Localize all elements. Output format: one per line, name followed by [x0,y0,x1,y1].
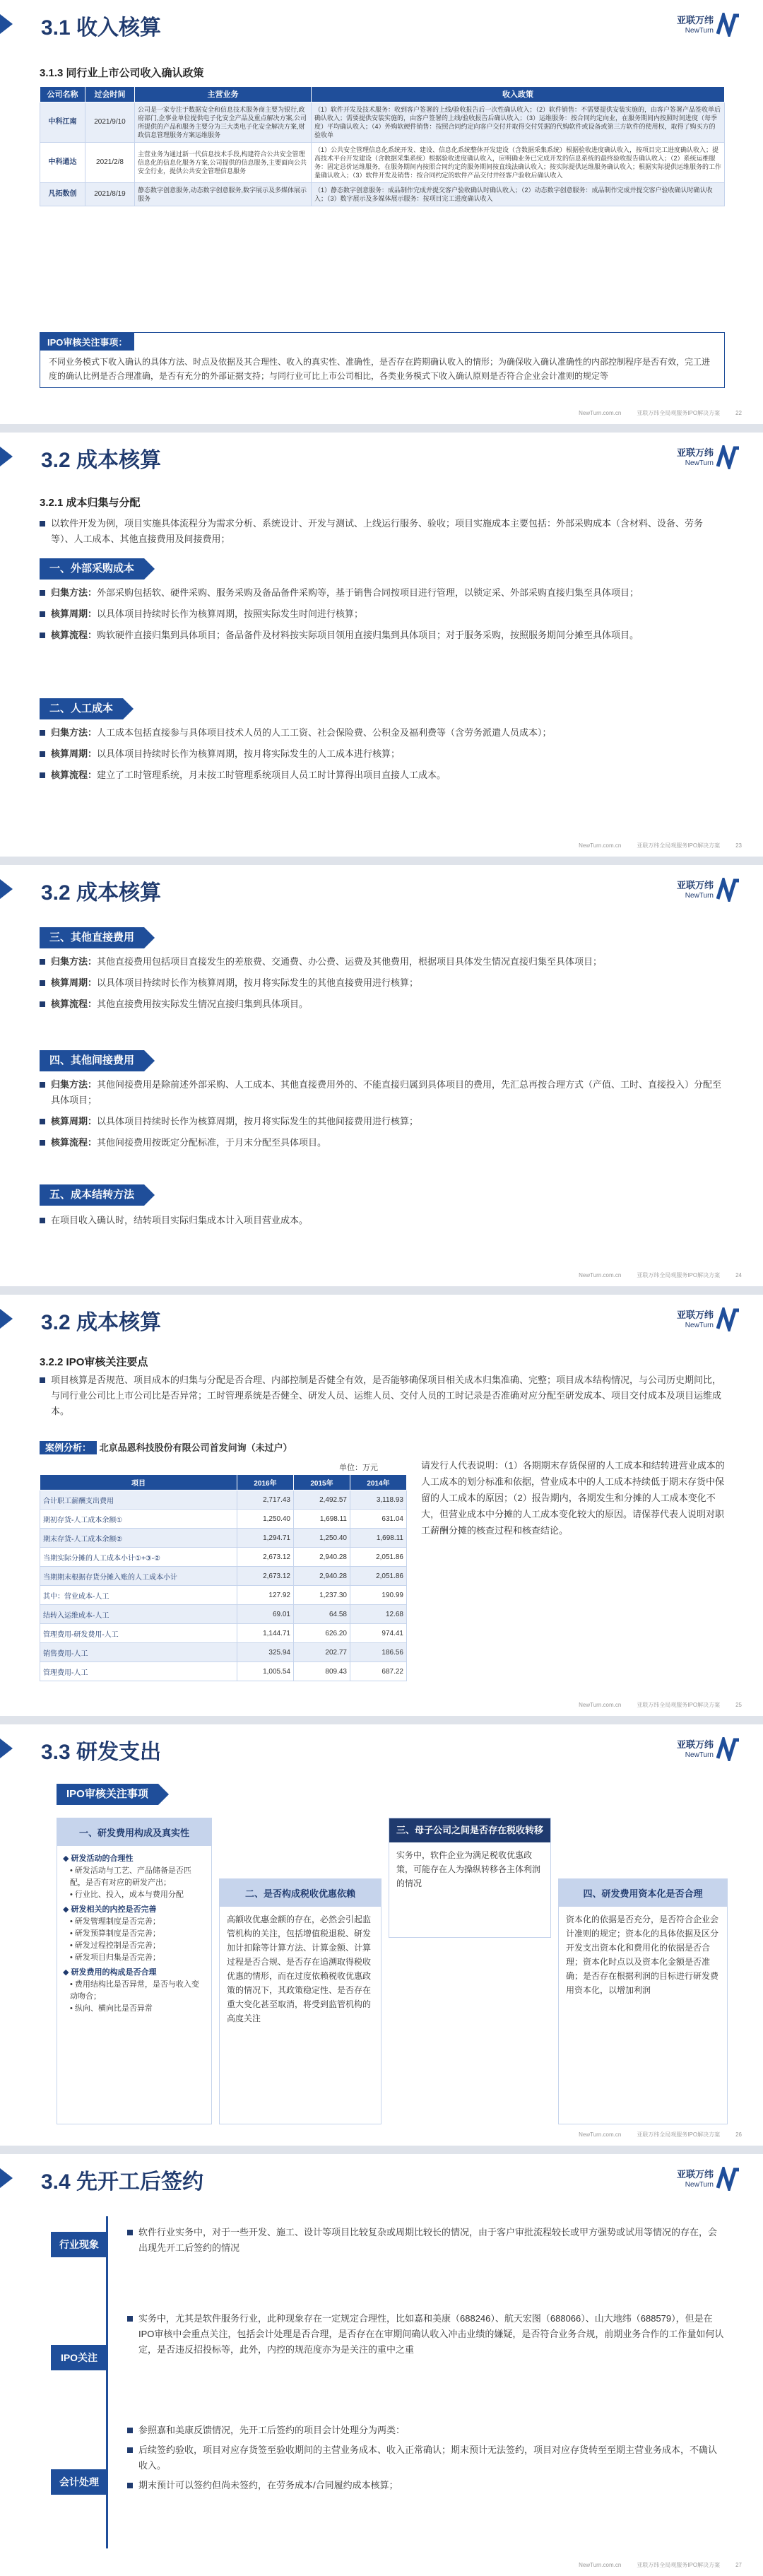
label-cell: 销售费用-人工 [40,1643,237,1662]
table-row [40,1662,407,1681]
bullet [40,606,725,622]
bullet-key: 归集方法： [51,587,97,598]
footer: NewTurn.com.cn 亚联万纬全局观服务IPO解决方案 23 [579,842,742,849]
value-cell: 809.43 [294,1662,350,1681]
value-cell: 186.56 [350,1643,407,1662]
intro-text: 以软件开发为例，项目实施具体流程分为需求分析、系统设计、开发与测试、上线运行服务、验收；项目实施成本主要包括：外部采购成本（含材料、设备、劳务等）、人工成本、其他直接费用及间接费用； [40,516,725,547]
policy-table [40,86,725,206]
table-row [40,1567,407,1586]
table-header: 2014年 [350,1475,407,1490]
value-cell: 687.22 [350,1662,407,1681]
value-cell: 202.77 [294,1643,350,1662]
label-cell: 期末存货-人工成本余额② [40,1529,237,1548]
table-row [40,1510,407,1529]
bullet-marker [40,590,45,596]
table-row [40,1643,407,1662]
slide-title: 3.1 收入核算 [41,16,162,40]
bullet [40,1114,725,1129]
bullet-marker [40,980,45,986]
row-label: IPO关注 [51,2345,107,2370]
bullet-marker [40,730,45,736]
bullet: 参照嘉和美康反馈情况，先开工后签约的项目会计处理分为两类： [127,2423,725,2438]
bullet-text: 其他间接费用按既定分配标准，于月末分配至具体项目。 [97,1137,327,1148]
table-header: 2015年 [294,1475,350,1490]
table-header: 公司名称 [40,87,85,102]
timeline-line [106,2216,108,2548]
rnd-column-3: 三、母子公司之间是否存在税收转移 实务中，软件企业为满足税收优惠政策，可能存在人为操纵转移各主体利润的情况 [389,1818,551,1938]
label-cell: 结转入运维成本-人工 [40,1605,237,1624]
section-tag: 一、外部采购成本 [40,558,144,580]
value-cell: 974.41 [350,1624,407,1643]
bullet-key: 核算流程： [51,999,97,1009]
rnd-item: • 研发过程控制是否完善； [70,1941,160,1950]
section-tag: 四、其他间接费用 [40,1050,144,1071]
rnd-item: • 行业比、投入，成本与费用分配 [70,1890,184,1899]
section-tag: 五、成本结转方法 [40,1184,144,1206]
inquiry-text: 请发行人代表说明：（1）各期期末存货保留的人工成本和结转进营业成本的人工成本的划分标准和依据，营业成本中的人工成本持续低于期末存货中保留的人工成本的原因；（2）报告期内，各期发生和分摊的人工成本变化不大，但营业成本中分摊的人工成本变化较大的原因。请保荐代表人说明对职工薪酬分摊的核查过程和核查结论。 [421,1460,725,1536]
title-marker [0,1739,13,1758]
bullet-marker [40,1082,45,1088]
slide-cost-2 [0,865,763,1286]
rnd-column-1: 一、研发费用构成及真实性 ◆ 研发活动的合理性 • 研发活动与工艺、产品储备是否匹配，是否有对应的研发产出； • 行业比、投入，成本与费用分配 ◆ 研发相关的内控是否完善 • 研发管理制度是否完善； • 研发预算制度是否完善； • 研发过程控制是否完善； • 研发项目归集是否完善； ◆ 研发费用的构成是否合理 • 费用结构比是否异常，是否与收入变动吻合； • 纵向、横向比是否异常 [57,1818,212,2124]
ipo-header: IPO审核关注事项： [40,333,134,351]
value-cell: 12.68 [350,1605,407,1624]
value-cell: 2,051.86 [350,1548,407,1567]
label-cell: 管理费用-研发费用-人工 [40,1624,237,1643]
rnd-item: • 研发活动与工艺、产品储备是否匹配，是否有对应的研发产出； [70,1866,191,1887]
value-cell: 2,717.43 [237,1490,294,1510]
business-cell: 主营业务为通过新一代信息技术手段,构建符合公共安全管理信息化的信息化服务方案,公司提供的信息服务,主要面向公共安全行业，提供公共安全管理信息服务 [135,143,312,183]
table-row [40,1586,407,1605]
value-cell: 1,250.40 [294,1529,350,1548]
title-marker [0,1309,13,1329]
bullet-text: 以具体项目持续时长作为核算周期，按照实际发生时间进行核算； [97,608,364,619]
bullet: 在项目收入确认时，结转项目实际归集成本计入项目营业成本。 [40,1213,725,1228]
slide-start-before-sign [0,2154,763,2576]
bullet-marker [127,2447,133,2453]
title-marker [0,2168,13,2188]
policy-cell: （1）静态数字创意服务：成品制作完成并提交客户验收确认时确认收入；（2）动态数字创意服务：成品制作完成并提交客户验收确认时确认收入；（3）数字展示及多媒体展示服务：按项目完工进度确认收入 [312,183,725,206]
bullet-text: 外部采购包括软、硬件采购、服务采购及备品备件采购等，基于销售合同按项目进行管理，以锁定采、外部采购直接归集至具体项目； [97,587,639,598]
bullet-text: 以具体项目持续时长作为核算周期，按月将实际发生的其他间接费用进行核算； [97,1116,419,1127]
bullet [40,767,725,783]
subsection-title: 3.2.2 IPO审核关注要点 [40,1356,148,1368]
rnd-text: 实务中，软件企业为满足税收优惠政策，可能存在人为操纵转移各主体利润的情况 [396,1850,541,1888]
rnd-item: • 费用结构比是否异常，是否与收入变动吻合； [70,1980,199,2001]
value-cell: 631.04 [350,1510,407,1529]
bullet-marker [40,611,45,617]
bullet [40,725,725,741]
value-cell: 2,940.28 [294,1548,350,1567]
company-logo: 亚联万纬 NewTurn [663,445,740,474]
subsection-title: 3.2.1 成本归集与分配 [40,497,141,509]
bullet: 后续签约验收，项目对应存货签至验收期间的主营业务成本、收入正常确认；期末预计无法签约，项目对应存货转至至期主营业务成本，不确认收入。 [127,2442,725,2474]
bullet-key: 核算周期： [51,748,97,759]
value-cell: 3,118.93 [350,1490,407,1510]
table-row [40,1529,407,1548]
footer: NewTurn.com.cn 亚联万纬全局观服务IPO解决方案 27 [579,2562,742,2568]
company-cell: 凡拓数创 [40,183,85,206]
bullet-text: 其他直接费用按实际发生情况直接归集到具体项目。 [97,999,309,1009]
bullet [40,975,725,991]
rnd-item: • 研发预算制度是否完善； [70,1929,160,1938]
rnd-subhead: ◆ 研发费用的构成是否合理 [63,1968,157,1977]
bullet [40,1135,725,1151]
table-row [40,143,725,183]
table-row [40,1548,407,1567]
bullet [40,954,725,970]
company-logo: 亚联万纬 NewTurn [663,1737,740,1765]
section-tag: 三、其他直接费用 [40,927,144,948]
rnd-subhead: ◆ 研发相关的内控是否完善 [63,1905,157,1914]
business-cell: 公司是一家专注于数据安全和信息技术服务商主要为银行,政府部门,企事业单位提供电子化安全产品及重点解决方案,公司所提供的产品和服务主要分为三大类电子化安全解决方案,财政信息管理服务方案运维服务 [135,102,312,143]
rnd-subhead: ◆ 研发活动的合理性 [63,1854,134,1863]
value-cell: 2,673.12 [237,1548,294,1567]
label-cell: 当期实际分摊的人工成本小计①+③-② [40,1548,237,1567]
ipo-body: 不同业务模式下收入确认的具体方法、时点及依据及其合理性、收入的真实性、准确性，是否存在跨期确认收入的情形；为确保收入确认准确性的内部控制程序是否有效，完工进度的确认比例是否合理准确，是否有充分的外部证据支持；与同行业可比上市公司相比，各类业务模式下收入确认原则是否符合企业会计准则的规定等 [49,357,711,381]
bullet-text: 人工成本包括直接参与具体项目技术人员的人工工资、社会保险费、公积金及福利费等（含劳务派遣人员成本）； [97,727,552,738]
company-cell: 中科江南 [40,102,85,143]
section-tag: 二、人工成本 [40,698,123,719]
bullet-marker [40,959,45,965]
footer: NewTurn.com.cn 亚联万纬全局观服务IPO解决方案 22 [579,410,742,416]
bullet-key: 核算流程： [51,630,97,640]
company-logo: 亚联万纬 NewTurn [663,878,740,906]
slide-cost-1 [0,433,763,857]
bullet-text: 购软硬件直接归集到具体项目；备品备件及材料按实际项目领用直接归集到具体项目；对于服务采购，按照服务期间分摊至具体项目。 [97,630,639,640]
row-label: 会计处理 [51,2469,107,2495]
date-cell: 2021/9/10 [85,102,135,143]
bullet-key: 核算周期： [51,608,97,619]
bullet [40,585,725,601]
bullet-key: 归集方法： [51,727,97,738]
policy-cell: （1）软件开发及技术服务：收到客户签署的上线/验收报告后一次性确认收入；（2）软件销售：不需要提供安装实施的，由客户签署产品签收单后确认收入；需要提供安装实施的，由客户签署的上线/验收报告后确认收入；（3）运维服务：按合同约定向业，在服务期间内按照时间进度（每季度）平均确认收入；（4）外购软硬件销售：按照合同约定向客户交付并取得交付凭据的代购软件或设备或第三方软件的使用权，取得了购买方的验收单 [312,102,725,143]
value-cell: 2,940.28 [294,1567,350,1586]
value-cell: 1,005.54 [237,1662,294,1681]
date-cell: 2021/2/8 [85,143,135,183]
bullet-key: 核算流程： [51,770,97,780]
row-label: 行业现象 [51,2232,107,2257]
table-header: 项目 [40,1475,237,1490]
table-row [40,183,725,206]
label-cell: 当期期末根据存货分摊入账的人工成本小计 [40,1567,237,1586]
bullet: 实务中，尤其是软件服务行业，此种现象存在一定规定合理性，比如嘉和美康（688246）、航天宏图（688066）、山大地纬（688579），但是在IPO审核中会重点关注，包括会计处理是否合理，是否存在在审期间确认收入冲击业绩的嫌疑，是否符合业务合规，前期业务合作的工作量如何认定，是否违反招投标等，此外，内控的规范度亦为是关注的重中之重 [127,2311,725,2358]
bullet: 软件行业实务中，对于一些开发、施工、设计等项目比较复杂或周期比较长的情况，由于客户审批流程较长或甲方强势或试用等情况的存在，会出现先开工后签约的情况 [127,2225,725,2256]
bullet-text: 其他间接费用是除前述外部采购、人工成本、其他直接费用外的、不能直接归属到具体项目的费用，先汇总再按合理方式（产值、工时、直接投入）分配至具体项目； [51,1079,722,1105]
value-cell: 1,294.71 [237,1529,294,1548]
date-cell: 2021/8/19 [85,183,135,206]
title-marker [0,14,13,34]
rnd-item: • 研发管理制度是否完善； [70,1917,160,1926]
label-cell: 其中：营业成本-人工 [40,1586,237,1605]
rnd-column-2: 二、是否构成税收优惠依赖 高额收优惠金额的存在，必然会引起监管机构的关注，包括增值税退税、研发加计扣除等计算方法、计算金额、计算过程是否合规、是否存在追溯取得税收优惠的情形，而在过度依赖税收优惠政策的情况下，其政策稳定性、是否存在重大变化甚至取消，将受到监管机构的高度关注 [219,1878,382,2124]
bullet [40,628,725,643]
bullet: 期末预计可以签约但尚未签约，在劳务成本/合同履约成本核算； [127,2478,725,2493]
value-cell: 2,492.57 [294,1490,350,1510]
table-header: 过会时间 [85,87,135,102]
label-cell: 管理费用-人工 [40,1662,237,1681]
bullet-marker [127,2483,133,2488]
value-cell: 1,698.11 [294,1510,350,1529]
value-cell: 2,673.12 [237,1567,294,1586]
bullet-marker [40,772,45,778]
bullet [40,1077,725,1108]
subsection-title: 3.1.3 同行业上市公司收入确认政策 [40,67,204,79]
value-cell: 1,144.71 [237,1624,294,1643]
bullet-key: 核算流程： [51,1137,97,1148]
slide-title: 3.2 成本核算 [41,881,162,905]
company-logo: 亚联万纬 NewTurn [663,2167,740,2195]
bullet-marker [40,1140,45,1146]
table-header: 收入政策 [312,87,725,102]
slide-title: 3.3 研发支出 [41,1741,162,1764]
rnd-text: 资本化的依据是否充分，是否符合企业会计准则的规定；资本化的具体依据及区分开发支出资本化和费用化的依据是否合理；资本化时点以及资本化金额是否准确；是否存在根据利润的目标进行研发费用资本化，以增加利润 [566,1915,719,1995]
value-cell: 64.58 [294,1605,350,1624]
value-cell: 69.01 [237,1605,294,1624]
bullet-text: 建立了工时管理系统，月末按工时管理系统项目人员工时计算得出项目直接人工成本。 [97,770,446,780]
rnd-item: • 研发项目归集是否完善； [70,1953,160,1962]
value-cell: 1,698.11 [350,1529,407,1548]
rnd-column-4: 四、研发费用资本化是否合理 资本化的依据是否充分，是否符合企业会计准则的规定；资本化的具体依据及区分开发支出资本化和费用化的依据是否合理；资本化时点以及资本化金额是否准确；是否存在根据利润的目标进行研发费用资本化，以增加利润 [558,1878,728,2124]
bullet-key: 核算周期： [51,1116,97,1127]
value-cell: 1,250.40 [237,1510,294,1529]
policy-cell: （1）公共安全管理信息化系统开发、建设、信息化系统整体开发建设（含数据采集系统）根据验收进度确认收入，按项目完工进度确认收入；提高技术平台开发建设（含数据采集系统）根据验收进度确认收入，应明确业务已完成开发的信息系统的最终验收报告确认收入；（2）系统运维服务：固定总价运维服务，在服务期间内按照合同约定的服务期间按直线法确认收入；按实际提供运维服务确认收入；根据实际提供运维服务的工作量确认收入；（3）软件开发及销售：按合同约定的软件产品交付并经客户验收后确认收入 [312,143,725,183]
business-cell: 静态数字创意服务,动态数字创意服务,数字展示及多媒体展示服务 [135,183,312,206]
bullet-marker [127,2428,133,2433]
bullet [40,996,725,1012]
bullet-marker [40,633,45,638]
slide-title: 3.4 先开工后签约 [41,2170,204,2194]
table-row [40,1490,407,1510]
table-header: 主营业务 [135,87,312,102]
footer: NewTurn.com.cn 亚联万纬全局观服务IPO解决方案 26 [579,2131,742,2138]
value-cell: 1,237.30 [294,1586,350,1605]
bullet-text: 以具体项目持续时长作为核算周期，按月将实际发生的其他直接费用进行核算； [97,977,419,988]
bullet-marker [40,1119,45,1124]
title-marker [0,447,13,466]
cost-table [40,1474,407,1681]
slide-revenue [0,0,763,424]
unit-label: 单位：万元 [339,1464,378,1472]
slide-title: 3.2 成本核算 [41,1311,162,1334]
bullet-marker [40,1001,45,1007]
bullet [40,746,725,762]
footer: NewTurn.com.cn 亚联万纬全局观服务IPO解决方案 24 [579,1272,742,1278]
value-cell: 325.94 [237,1643,294,1662]
bullet-marker [40,751,45,757]
slide-cost-3 [0,1295,763,1716]
table-row [40,1624,407,1643]
value-cell: 626.20 [294,1624,350,1643]
rnd-text: 高额收优惠金额的存在，必然会引起监管机构的关注，包括增值税退税、研发加计扣除等计算方法、计算金额、计算过程是否合规、是否存在追溯取得税收优惠的情形，而在过度依赖税收优惠政策的情况下，其政策稳定性、是否存在重大变化甚至取消，将受到监管机构的高度关注 [227,1915,372,2023]
value-cell: 190.99 [350,1586,407,1605]
company-cell: 中科通达 [40,143,85,183]
footer: NewTurn.com.cn 亚联万纬全局观服务IPO解决方案 25 [579,1702,742,1708]
section-tag: IPO审核关注事项 [57,1784,158,1805]
value-cell: 2,051.86 [350,1567,407,1586]
rnd-item: • 纵向、横向比是否异常 [70,2004,153,2013]
bullet-text: 以具体项目持续时长作为核算周期，按月将实际发生的人工成本进行核算； [97,748,401,759]
slide-title: 3.2 成本核算 [41,449,162,472]
bullet-text: 其他直接费用包括项目直接发生的差旅费、交通费、办公费、运费及其他费用，根据项目具体发生情况直接归集至具体项目； [97,956,603,967]
bullet-key: 归集方法： [51,1079,97,1090]
bullet-key: 核算周期： [51,977,97,988]
label-cell: 合计职工薪酬支出费用 [40,1490,237,1510]
slide-rnd [0,1724,763,2146]
label-cell: 期初存货-人工成本余额① [40,1510,237,1529]
company-logo: 亚联万纬 NewTurn [663,13,740,41]
bullet-key: 归集方法： [51,956,97,967]
title-marker [0,879,13,899]
case-title: 案例分析： 北京品恩科技股份有限公司首发问询（未过户） [40,1440,292,1454]
table-row [40,102,725,143]
table-header: 2016年 [237,1475,294,1490]
table-row [40,1605,407,1624]
value-cell: 127.92 [237,1586,294,1605]
intro-text: 项目核算是否规范、项目成本的归集与分配是否合理、内部控制是否健全有效，是否能够确保项目相关成本归集准确、完整；项目成本结构情况，与公司历史期间比，与同行业公司比上市公司比是否异常；工时管理系统是否健全、研发人员、运维人员、交付人员的工时记录是否准确对应分配至研发成本、项目交付成本及项目运维成本。 [40,1372,725,1419]
ipo-focus-box [40,332,725,388]
company-logo: 亚联万纬 NewTurn [663,1307,740,1336]
